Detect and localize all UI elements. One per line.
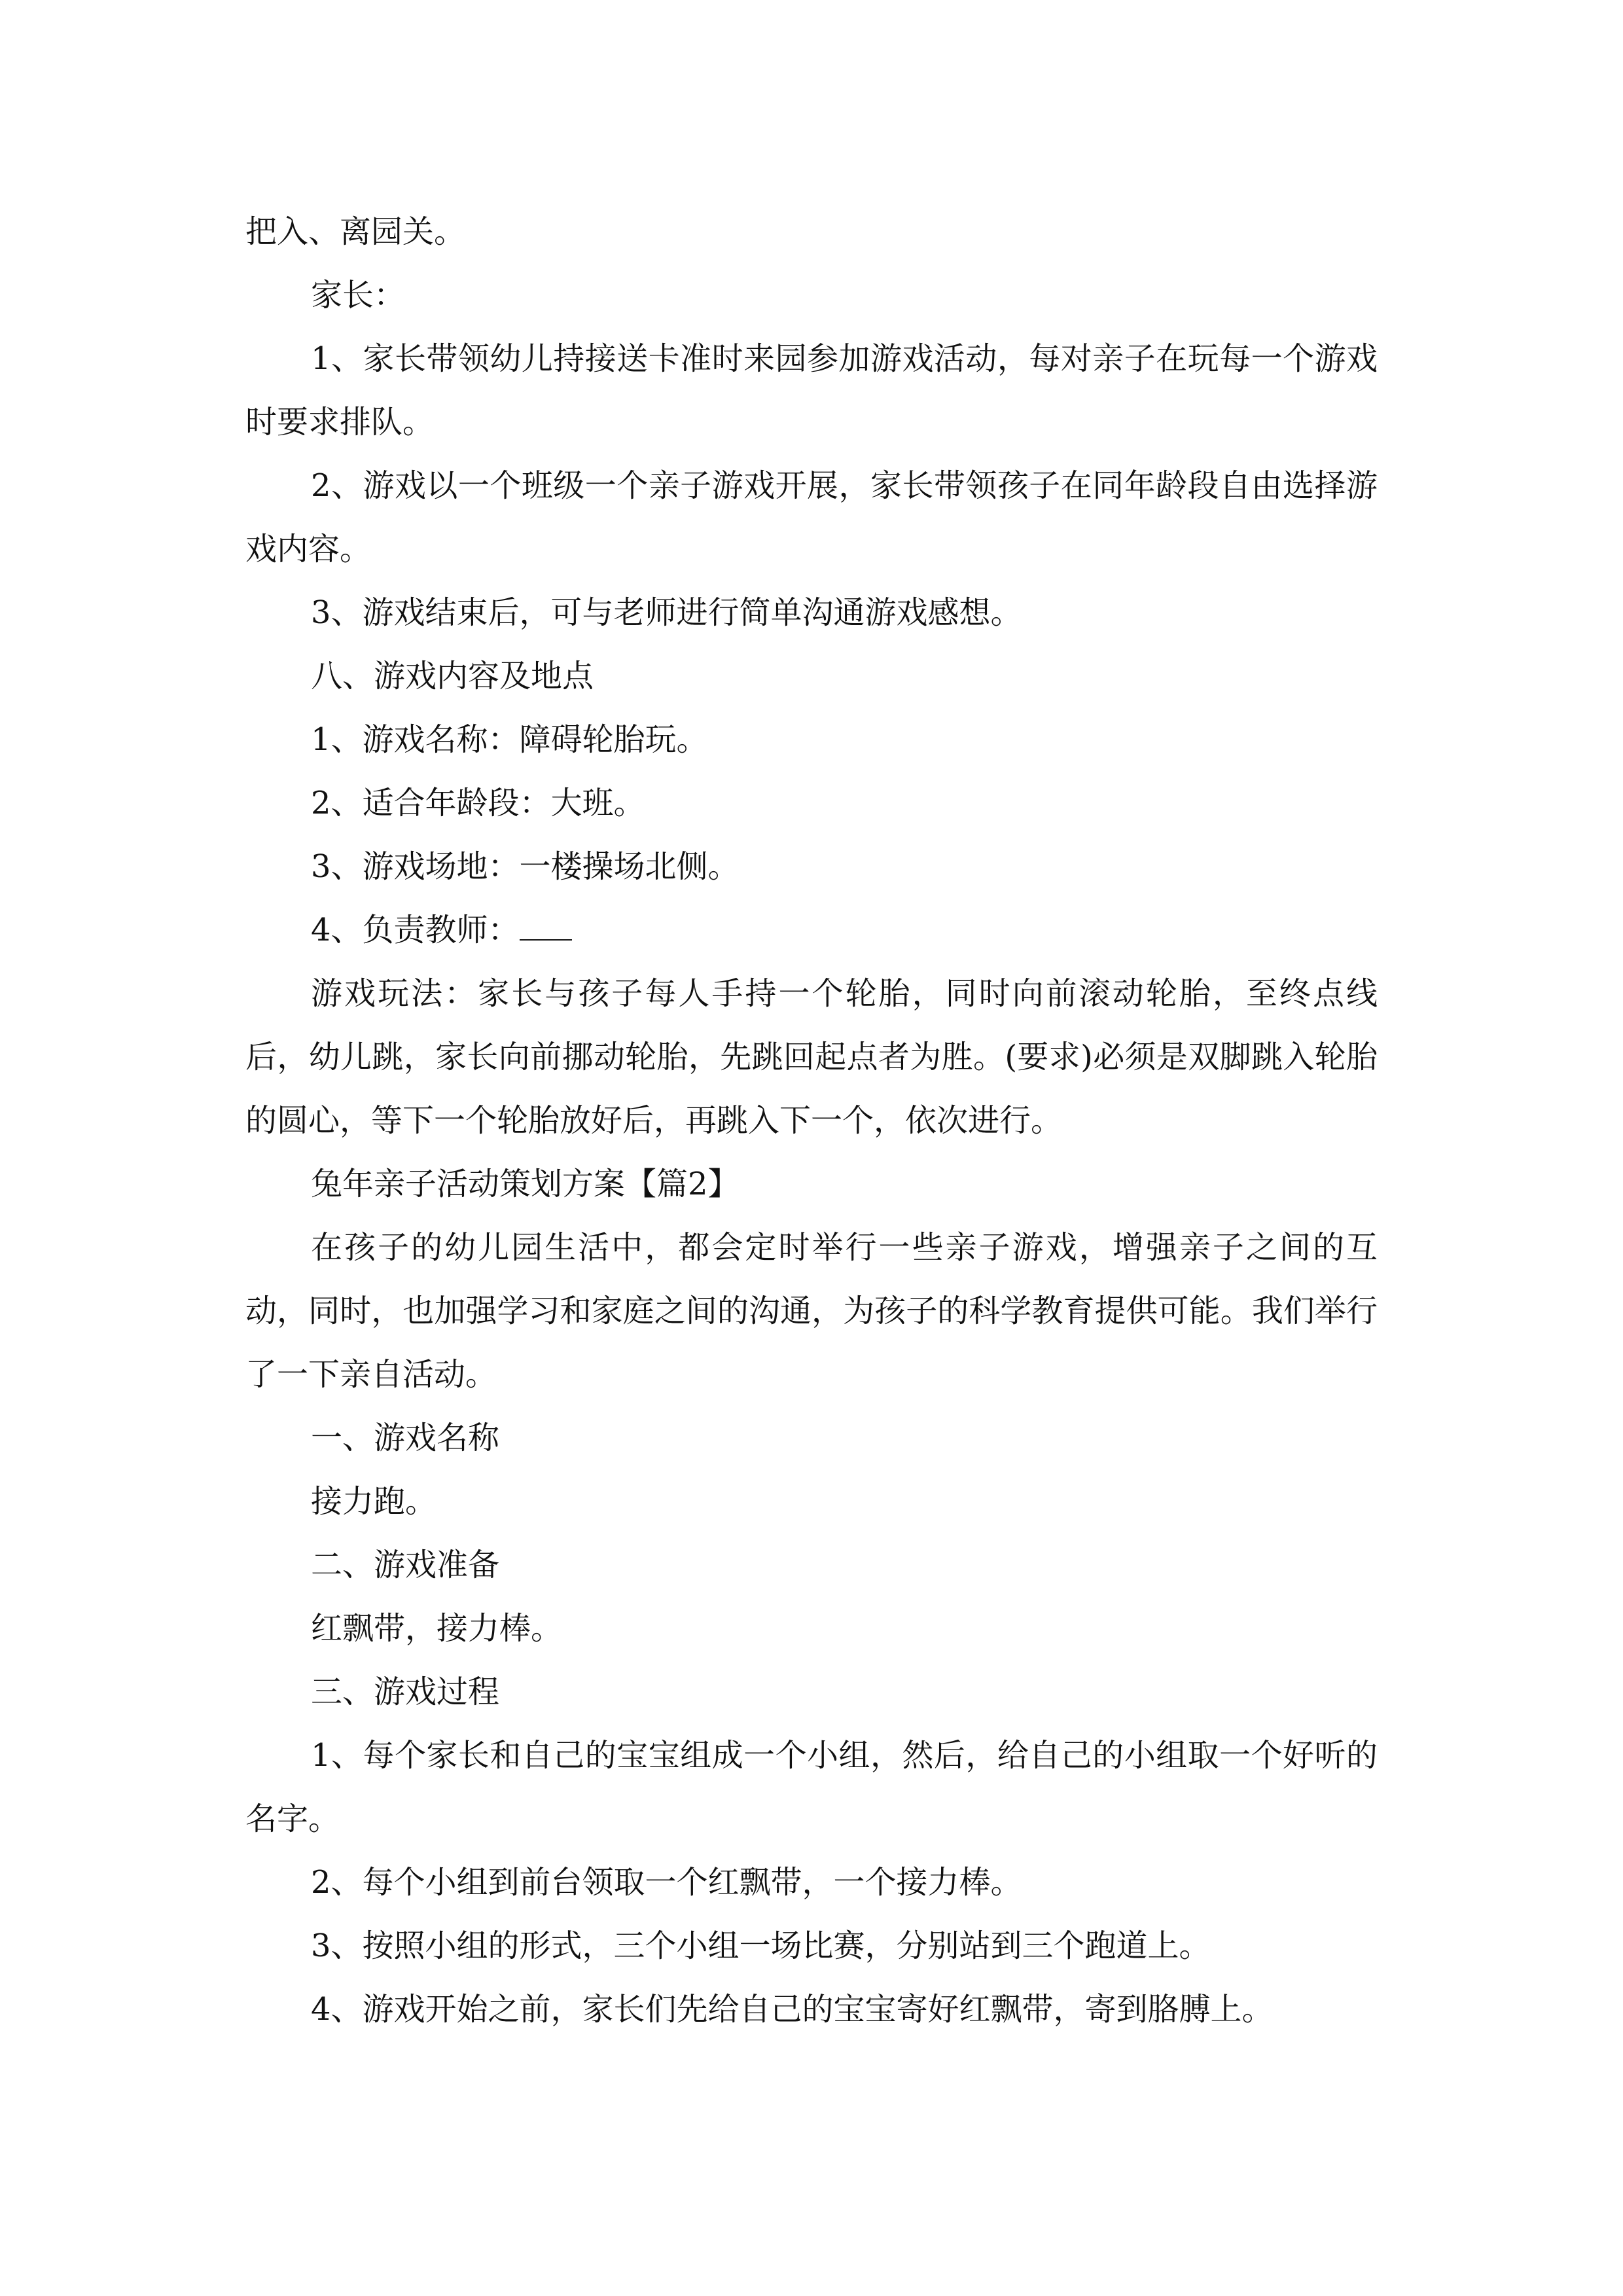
paragraph: 2、游戏以一个班级一个亲子游戏开展，家长带领孩子在同年龄段自由选择游戏内容。	[245, 467, 1378, 567]
paragraph: 把入、离园关。	[245, 213, 466, 250]
document-body	[245, 200, 1378, 2041]
paragraph: 2、每个小组到前台领取一个红飘带，一个接力棒。	[311, 1864, 1022, 1901]
paragraph: 2、适合年龄段：大班。	[311, 785, 645, 821]
paragraph: 在孩子的幼儿园生活中，都会定时举行一些亲子游戏，增强亲子之间的互动，同时，也加强学习和家庭之间的沟通，为孩子的科学教育提供可能。我们举行了一下亲自活动。	[245, 1229, 1378, 1393]
paragraph: 接力跑。	[311, 1483, 437, 1520]
paragraph: 3、按照小组的形式，三个小组一场比赛，分别站到三个跑道上。	[311, 1928, 1211, 1964]
paragraph: 4、游戏开始之前，家长们先给自己的宝宝寄好红飘带，寄到胳膊上。	[311, 1991, 1274, 2028]
paragraph: 游戏玩法：家长与孩子每人手持一个轮胎，同时向前滚动轮胎，至终点线后，幼儿跳，家长向前挪动轮胎，先跳回起点者为胜。(要求)必须是双脚跳入轮胎的圆心，等下一个轮胎放好后，再跳入下一个，依次进行。	[245, 975, 1378, 1139]
paragraph-teacher	[245, 899, 1378, 962]
paragraph: 红飘带，接力棒。	[311, 1610, 563, 1647]
section-heading: 一、游戏名称	[311, 1420, 500, 1456]
paragraph: 3、游戏场地：一楼操场北侧。	[311, 848, 740, 885]
section-heading: 八、游戏内容及地点	[311, 658, 594, 694]
section-heading: 二、游戏准备	[311, 1547, 500, 1583]
teacher-label: 4、负责教师：	[311, 912, 520, 948]
paragraph: 1、每个家长和自己的宝宝组成一个小组，然后，给自己的小组取一个好听的名字。	[245, 1737, 1378, 1837]
section-heading: 三、游戏过程	[311, 1674, 500, 1710]
paragraph: 1、家长带领幼儿持接送卡准时来园参加游戏活动，每对亲子在玩每一个游戏时要求排队。	[245, 340, 1378, 440]
fill-in-blank	[520, 913, 572, 941]
paragraph: 家长：	[311, 277, 406, 314]
document-subtitle: 兔年亲子活动策划方案【篇2】	[311, 1166, 740, 1202]
paragraph: 3、游戏结束后，可与老师进行简单沟通游戏感想。	[311, 594, 1022, 631]
paragraph: 1、游戏名称：障碍轮胎玩。	[311, 721, 708, 758]
